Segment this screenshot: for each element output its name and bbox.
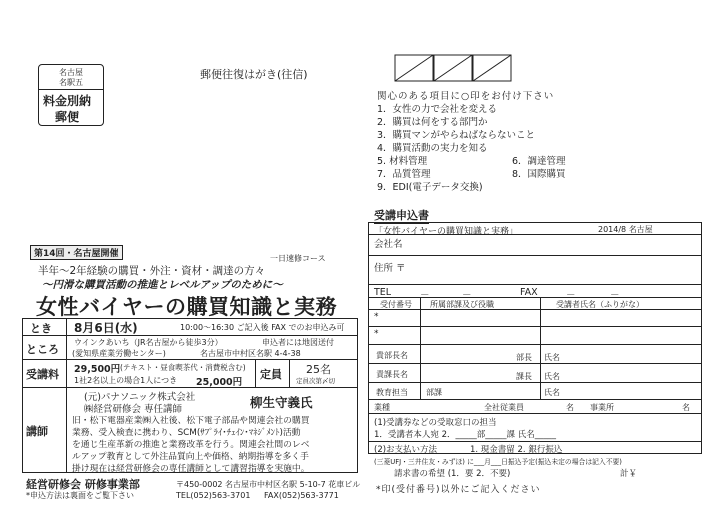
capacity-note: 定員次第〆切: [296, 377, 335, 385]
row-1-star[interactable]: *: [374, 312, 379, 322]
fee-label: 受講料: [26, 368, 59, 381]
payment-options[interactable]: 1. 現金書留 2. 銀行振込: [470, 445, 563, 455]
course-type: 一日速修コース: [270, 254, 326, 263]
interest-item-5: 5. 材料管理: [377, 156, 428, 167]
postmark-fee-line1: 料金別納: [43, 94, 92, 108]
hdr-receipt-no: 受付番号: [380, 300, 412, 309]
manager-title: 部長: [516, 353, 532, 362]
form-heading: 受講申込書: [374, 209, 429, 222]
postmark: [38, 64, 104, 126]
hdr-department: 所属部課及び役職: [430, 300, 494, 309]
lecturer-name: 柳生守義氏: [250, 395, 313, 410]
when-label: とき: [30, 322, 52, 335]
section-chief-name-label: 氏名: [544, 372, 560, 381]
application-note: *申込方法は裏面をご覧下さい: [26, 491, 134, 500]
interest-item-1: 1．女性の力で会社を変える: [377, 104, 498, 115]
bio-line-2: 業務、受入検査に携わり、SCM(ｻﾌﾟﾗｲ･ﾁｪｲﾝ･ﾏﾈｼﾞﾒﾝﾄ)活動: [72, 428, 301, 438]
postmark-fee-line2: 郵便: [55, 110, 80, 124]
tel-label: TEL: [374, 287, 392, 298]
venue-note: 申込者には地図送付: [262, 338, 334, 347]
fee-group: 1社2名以上の場合1人につき: [74, 376, 178, 385]
fee-main: 29,500円: [74, 364, 121, 375]
interest-item-8: 8．国際購買: [512, 169, 566, 180]
interest-item-9: 9．EDI(電子データ交換): [377, 182, 483, 193]
postcard-title: 郵便往復はがき(往信): [200, 68, 308, 81]
tagline: ～円滑な購買活動の推進とレベルアップのために～: [42, 279, 283, 291]
organizer-fax: FAX(052)563-3771: [264, 491, 339, 500]
row-2-star[interactable]: *: [374, 329, 379, 339]
fee-detail: (テキスト・昼食喫茶代・消費税含む): [120, 363, 246, 372]
pickup-heading: (1)受講券などの受取窓口の担当: [374, 418, 497, 428]
manager-name-label: 氏名: [544, 353, 560, 362]
postmark-line2: 名駅五: [59, 78, 83, 87]
interest-item-7: 7．品質管理: [377, 169, 431, 180]
fee-group-price: 25,000円: [196, 377, 243, 388]
interests-heading: 関心のある項目に○印をお付け下さい: [377, 91, 555, 102]
payment-heading: (2)お支払い方法: [374, 445, 438, 455]
fax-label: FAX: [520, 287, 538, 298]
company-2: ㈱経営研修会 専任講師: [84, 404, 183, 415]
postmark-line1: 名古屋: [59, 68, 83, 77]
company-1: (元)パナソニック株式会社: [84, 392, 196, 403]
venue-address: 名古屋市中村区名駅 4-4-38: [200, 349, 301, 358]
bank-transfer-note: (三菱UFJ・三井住友・みずほ) に___月___日振込予定(振込未定の場合は記入不要): [374, 458, 622, 466]
section-chief-title: 課長: [516, 372, 532, 381]
training-contact-name-label: 氏名: [544, 388, 560, 397]
bio-line-5: 掛け現在は経営研修会の専任講師として講習指導を実施中。: [72, 464, 310, 474]
interest-item-3: 3．購買マンがやらねばならないこと: [377, 130, 536, 141]
company-name-field[interactable]: 会社名: [374, 239, 403, 250]
employees-unit: 名: [566, 403, 574, 412]
interest-item-6: 6．調達管理: [512, 156, 566, 167]
address-field[interactable]: 住所 〒: [374, 263, 406, 274]
interest-item-2: 2．購買は何をする部門か: [377, 117, 488, 128]
tel-dash-1: －: [420, 290, 430, 301]
venue: ウインクあいち（JR名古屋から徒歩3分）: [74, 338, 223, 347]
training-contact-dept: 部課: [426, 388, 442, 397]
total-amount: 計￥: [620, 469, 638, 479]
employees-label: 全社従業員: [484, 403, 524, 412]
organizer-address: 〒450-0002 名古屋市中村区名駅 5-10-7 花車ビル: [176, 480, 361, 489]
hdr-participant-name: 受講者氏名（ふりがな）: [556, 300, 644, 309]
capacity-value: 25名: [306, 363, 331, 376]
manager-label: 貴部長名: [376, 351, 408, 360]
fax-dash-2: －: [610, 290, 620, 301]
form-date-location: 2014/8 名古屋: [598, 225, 653, 234]
event-badge: 第14回・名古屋開催: [30, 245, 123, 260]
pickup-options[interactable]: 1．受講者本人宛 2．_____部_____課 氏名_____: [374, 430, 556, 440]
bio-line-1: 旧・松下電器産業㈱入社後、松下電子部品や関連会社の購買: [72, 416, 310, 426]
form-footnote: *印(受付番号)以外にご記入ください: [376, 485, 541, 495]
industry-label: 業種: [374, 403, 390, 412]
office-label: 事業所: [590, 403, 614, 412]
event-date: 8月6日(水): [74, 321, 138, 335]
fax-dash-1: －: [566, 290, 576, 301]
training-contact-label: 教育担当: [376, 388, 408, 397]
section-chief-label: 責課長名: [376, 370, 408, 379]
interest-item-4: 4．購買活動の実力を知る: [377, 143, 488, 154]
invoice-request[interactable]: 請求書の希望 (1．要 2．不要): [394, 469, 511, 479]
venue-sub: (愛知県産業労働センター): [72, 349, 166, 358]
bio-line-4: ルアップ教育として外注品質向上や価格、納期指導を多く手: [72, 452, 309, 462]
where-label: ところ: [26, 343, 59, 356]
form-course-name: 「女性バイヤーの購買知識と実務」: [374, 227, 519, 237]
event-title: 女性バイヤーの購買知識と実務: [36, 295, 337, 319]
organizer-tel: TEL(052)563-3701: [176, 491, 251, 500]
tel-dash-2: －: [462, 290, 472, 301]
capacity-label: 定員: [260, 368, 282, 381]
audience: 半年～2年経験の購買・外注・資材・調達の方々: [38, 265, 266, 277]
office-unit: 名: [682, 403, 690, 412]
organizer: 経営研修会 研修事業部: [26, 478, 140, 491]
lecturer-label: 講師: [26, 425, 48, 438]
event-time: 10:00～16:30 ご記入後 FAX でのお申込み可: [180, 323, 345, 332]
stamp-boxes: [394, 54, 514, 84]
bio-line-3: を通じ生産革新の推進と業務改革を行う。関連会社間のレベ: [72, 440, 310, 450]
